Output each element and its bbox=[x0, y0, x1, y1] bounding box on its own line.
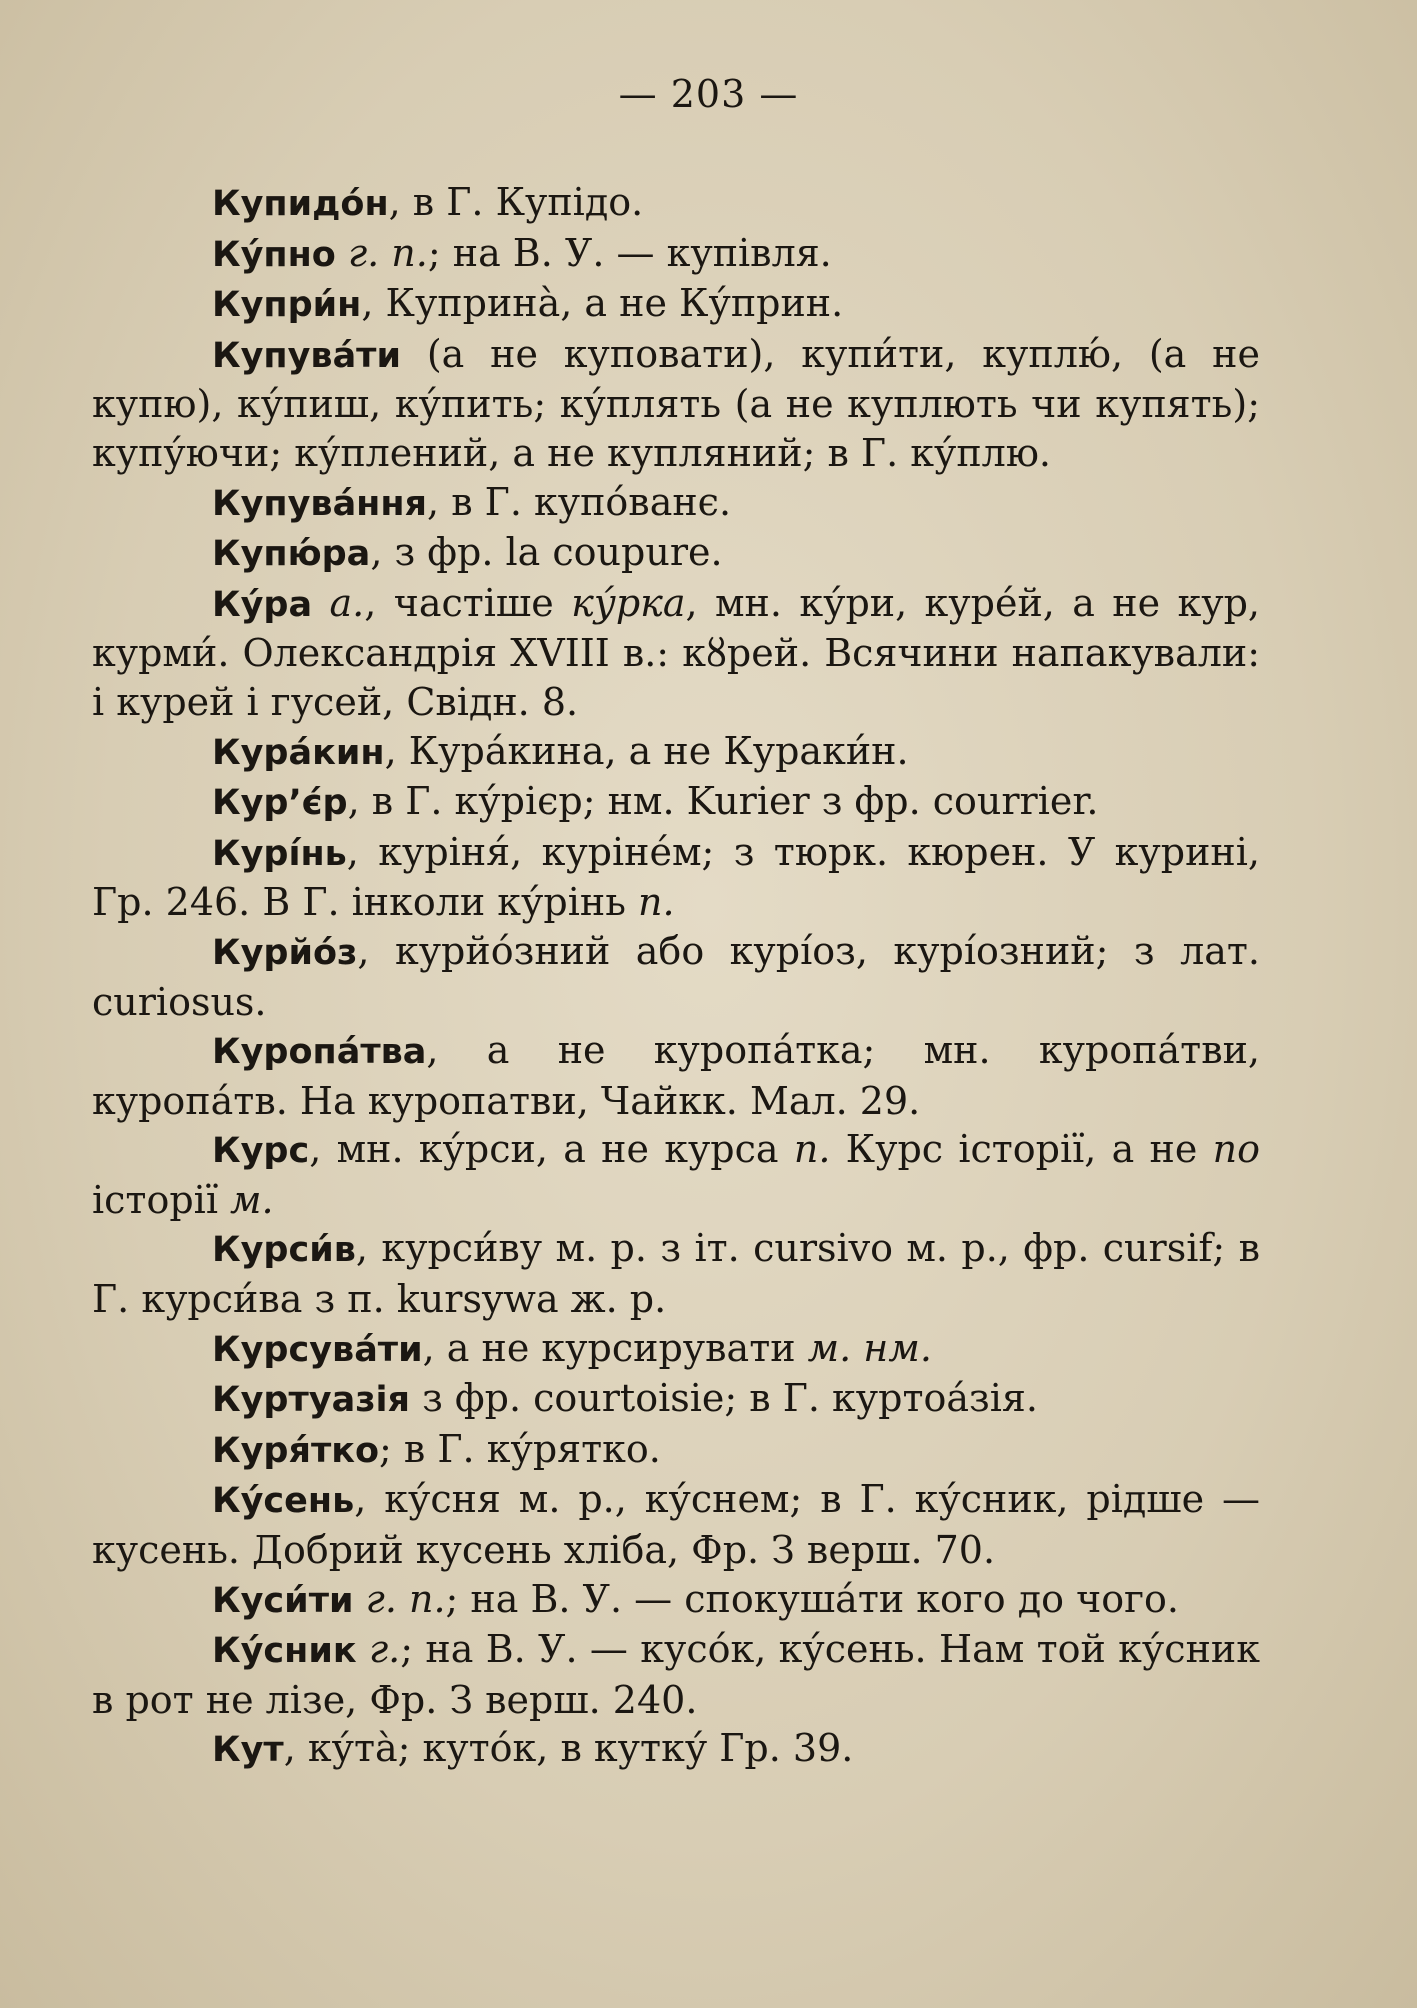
entry-headword: Купува́ння bbox=[212, 483, 428, 524]
entry-text: , а не курсирувати bbox=[422, 1325, 808, 1370]
dictionary-entry bbox=[92, 1625, 1260, 1724]
entry-text: , курйо́зний або курі́оз, курі́озний; з лат. curiosus. bbox=[92, 928, 1260, 1024]
entry-list bbox=[92, 178, 1260, 1775]
dictionary-entry bbox=[92, 777, 1260, 828]
entry-headword: Купидо́н bbox=[212, 184, 389, 224]
entry-text: , в Г. ку́рієр; нм. Kurier з фр. courrier. bbox=[347, 779, 1099, 824]
entry-text: , а не куропа́тка; мн. куропа́тви, куропа́тв. На куропатви, Чайкк. Мал. 29. bbox=[92, 1028, 1260, 1123]
entry-usage-note: г. п. bbox=[365, 1576, 446, 1621]
dictionary-entry bbox=[92, 1575, 1260, 1626]
dictionary-entry bbox=[92, 478, 1260, 529]
entry-headword: Курі́нь bbox=[212, 833, 347, 874]
entry-usage-note: п. bbox=[793, 1127, 831, 1172]
entry-text: , з фр. la coupure. bbox=[370, 530, 723, 575]
dictionary-entry bbox=[92, 1425, 1260, 1476]
dictionary-entry bbox=[92, 528, 1260, 579]
entry-headword: Кур’є́р bbox=[212, 783, 348, 824]
entry-text: , мн. ку́ри, куре́й, а не кур, курми́. Олександрія XVIII в.: кȣрей. Всячини напакували: і курей і гусей, Свідн. 8. bbox=[92, 580, 1260, 724]
entry-headword: Куси́ти bbox=[212, 1580, 354, 1621]
dictionary-entry bbox=[92, 579, 1260, 727]
entry-headword: Ку́ра bbox=[212, 584, 313, 625]
dictionary-entry bbox=[92, 1374, 1260, 1425]
entry-text: з фр. courtoisie; в Г. куртоа́зія. bbox=[410, 1376, 1038, 1421]
entry-usage-note: по bbox=[1212, 1127, 1260, 1172]
entry-headword: Курйо́з bbox=[212, 932, 358, 973]
entry-text: , в Г. купо́ванє. bbox=[427, 479, 732, 524]
entry-headword: Купю́ра bbox=[212, 534, 371, 575]
entry-text: , куріня́, курінéм; з тюрк. кюрен. У курині, Гр. 246. В Г. інколи ку́рінь bbox=[92, 829, 1260, 925]
entry-headword: Кура́кин bbox=[212, 732, 385, 773]
entry-headword: Куря́тко bbox=[212, 1430, 380, 1471]
dictionary-entry bbox=[92, 1324, 1260, 1375]
dictionary-entry bbox=[92, 1475, 1260, 1574]
dictionary-entry bbox=[92, 1724, 1260, 1775]
dictionary-entry bbox=[92, 927, 1260, 1026]
dictionary-entry bbox=[92, 229, 1260, 280]
dictionary-entry bbox=[92, 828, 1260, 927]
entry-text: (а не куповати), купи́ти, куплю́, (а не купю), ку́пиш, ку́пить; ку́плять (а не куплють чи купять); купу́ючи; ку́плений, а не купляний; в Г. ку́плю. bbox=[92, 331, 1260, 475]
entry-headword: Купри́н bbox=[212, 285, 362, 326]
entry-headword: Ку́сник bbox=[212, 1631, 357, 1672]
dictionary-entry bbox=[92, 279, 1260, 330]
entry-text: , в Г. Купідо. bbox=[388, 180, 644, 224]
entry-usage-note: а. bbox=[329, 580, 365, 625]
entry-headword: Ку́пно bbox=[212, 234, 336, 275]
entry-usage-note: ку́рка bbox=[571, 580, 686, 625]
entry-text: , мн. ку́рси, а не курса bbox=[309, 1127, 794, 1172]
entry-text: Курс історії, а не bbox=[830, 1127, 1213, 1172]
entry-usage-note: п. bbox=[638, 880, 675, 925]
dictionary-entry bbox=[92, 727, 1260, 778]
entry-text: , ку́сня м. р., ку́снем; в Г. ку́сник, рідше — кусень. Добрий кусень хліба, Фр. З верш. 70. bbox=[92, 1477, 1260, 1573]
entry-text: , Кура́кина, а не Кураки́н. bbox=[384, 728, 909, 773]
dictionary-entry bbox=[92, 178, 1260, 229]
entry-usage-note: м. нм. bbox=[807, 1325, 932, 1370]
entry-headword: Ку́сень bbox=[212, 1481, 355, 1522]
entry-headword: Купува́ти bbox=[212, 335, 401, 376]
entry-text: ; на В. У. — кусо́к, ку́сень. Нам той ку́сник в рот не лізе, Фр. З верш. 240. bbox=[92, 1627, 1260, 1722]
entry-text: , ку́та̀; куто́к, в кутку́ Гр. 39. bbox=[283, 1726, 854, 1771]
entry-text: ; на В. У. — купівля. bbox=[427, 230, 832, 275]
dictionary-entry bbox=[92, 1026, 1260, 1125]
dictionary-entry bbox=[92, 1125, 1260, 1224]
entry-headword: Курс bbox=[212, 1131, 310, 1172]
entry-headword: Куртуазія bbox=[212, 1380, 411, 1421]
entry-usage-note: г. п. bbox=[347, 230, 428, 275]
entry-headword: Кут bbox=[212, 1730, 284, 1771]
entry-text: , частіше bbox=[364, 580, 572, 625]
entry-text: , Куприна̀, а не Ку́прин. bbox=[361, 281, 844, 326]
entry-usage-note: г. bbox=[368, 1627, 401, 1672]
dictionary-entry bbox=[92, 330, 1260, 478]
entry-text: історії bbox=[92, 1177, 231, 1222]
entry-headword: Куропа́тва bbox=[212, 1032, 427, 1073]
entry-headword: Курси́в bbox=[212, 1230, 356, 1271]
dictionary-entry bbox=[92, 1224, 1260, 1323]
entry-text: ; в Г. ку́рятко. bbox=[379, 1426, 661, 1471]
entry-text: , курси́ву м. р. з іт. cursivo м. р., фр. cursif; в Г. курси́ва з п. kursywa ж. р. bbox=[92, 1226, 1260, 1322]
entry-text: ; на В. У. — спокуша́ти кого до чого. bbox=[445, 1576, 1179, 1621]
entry-headword: Курсува́ти bbox=[212, 1329, 423, 1370]
page-number: — 203 — bbox=[618, 72, 799, 116]
entry-usage-note: м. bbox=[230, 1177, 274, 1222]
